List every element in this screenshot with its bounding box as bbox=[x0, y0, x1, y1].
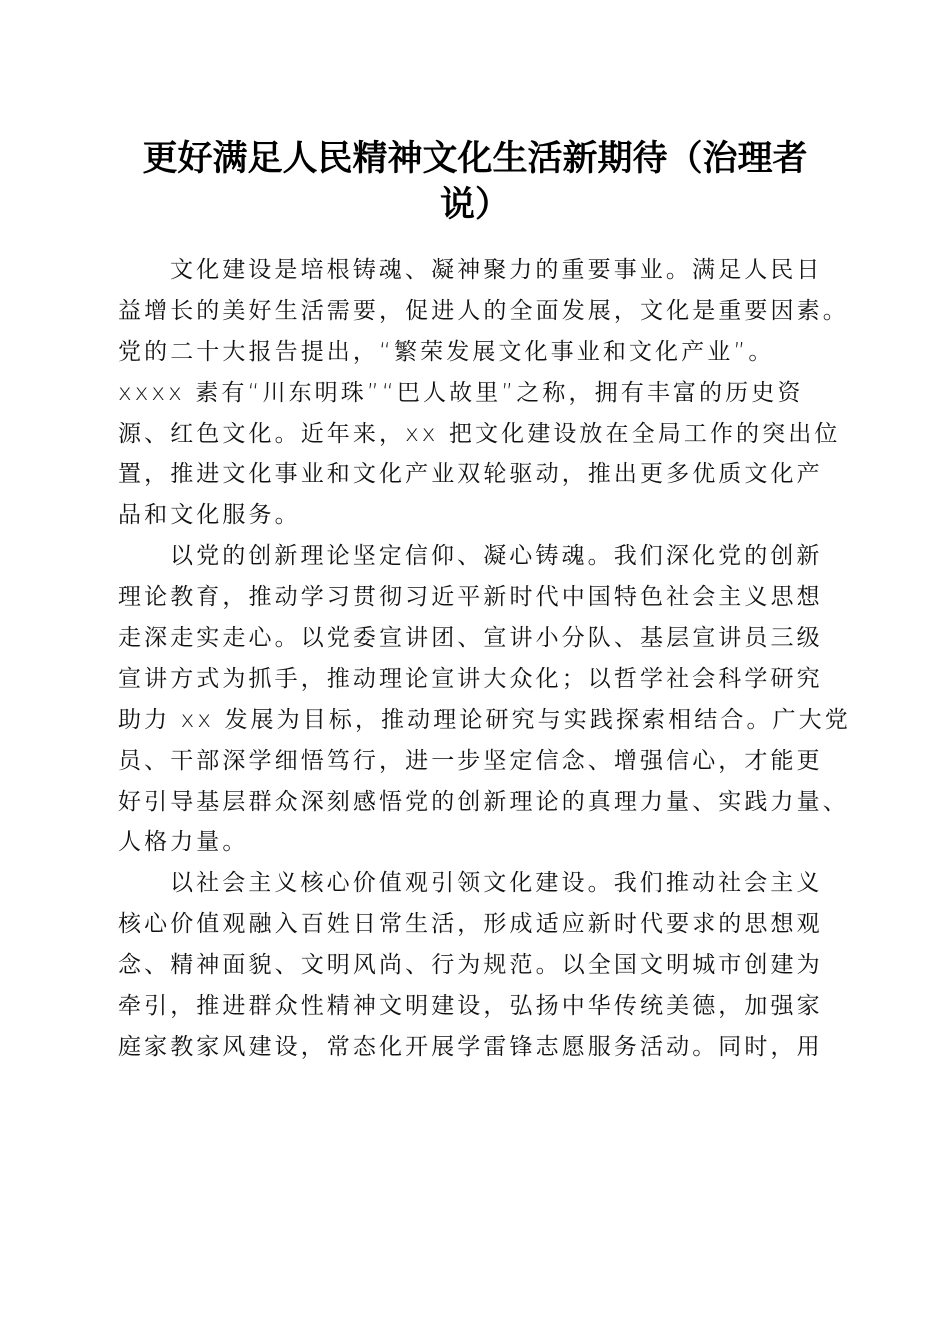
text-line: 党的二十大报告提出，“繁荣发展文化事业和文化产业”。 bbox=[118, 338, 775, 365]
paragraph-1 bbox=[118, 250, 849, 536]
text-line: 员、干部深学细悟笃行，进一步坚定信念、增强信心，才能更 bbox=[118, 747, 823, 774]
text-line: xxxx 素有“川东明珠”“巴人故里”之称，拥有丰富的历史资 bbox=[118, 379, 804, 406]
title-line-1: 更好满足人民精神文化生活新期待（治理者 bbox=[142, 138, 808, 179]
text-line: 益增长的美好生活需要，促进人的全面发展，文化是重要因素。 bbox=[118, 297, 849, 324]
text-line: 走深走实走心。以党委宣讲团、宣讲小分队、基层宣讲员三级 bbox=[118, 625, 823, 652]
paragraph-3 bbox=[118, 863, 838, 1067]
paragraph-2 bbox=[118, 536, 851, 863]
document-body bbox=[118, 250, 851, 1068]
text-line: 置，推进文化事业和文化产业双轮驱动，推出更多优质文化产 bbox=[118, 461, 823, 488]
text-line: 核心价值观融入百姓日常生活，形成适应新时代要求的思想观 bbox=[118, 911, 823, 938]
text-line: 源、红色文化。近年来，xx 把文化建设放在全局工作的突出位 bbox=[118, 420, 841, 447]
text-line: 念、精神面貌、文明风尚、行为规范。以全国文明城市创建为 bbox=[118, 952, 823, 979]
text-line: 庭家教家风建设，常态化开展学雷锋志愿服务活动。同时，用 bbox=[118, 1033, 823, 1060]
title-line-2: 说） bbox=[439, 184, 510, 225]
text-line: 品和文化服务。 bbox=[118, 502, 301, 529]
text-line: 以党的创新理论坚定信仰、凝心铸魂。我们深化党的创新 bbox=[170, 543, 823, 570]
text-line: 理论教育，推动学习贯彻习近平新时代中国特色社会主义思想 bbox=[118, 584, 823, 611]
text-line: 好引导基层群众深刻感悟党的创新理论的真理力量、实践力量、 bbox=[118, 788, 849, 815]
text-line: 宣讲方式为抓手，推动理论宣讲大众化；以哲学社会科学研究 bbox=[118, 665, 823, 692]
text-line: 人格力量。 bbox=[118, 829, 249, 856]
document-title bbox=[100, 136, 850, 228]
text-line: 文化建设是培根铸魂、凝神聚力的重要事业。满足人民日 bbox=[170, 257, 823, 283]
text-line: 以社会主义核心价值观引领文化建设。我们推动社会主义 bbox=[170, 870, 823, 897]
text-line: 牵引，推进群众性精神文明建设，弘扬中华传统美德，加强家 bbox=[118, 993, 823, 1020]
text-line: 助力 xx 发展为目标，推动理论研究与实践探索相结合。广大党 bbox=[118, 706, 851, 733]
